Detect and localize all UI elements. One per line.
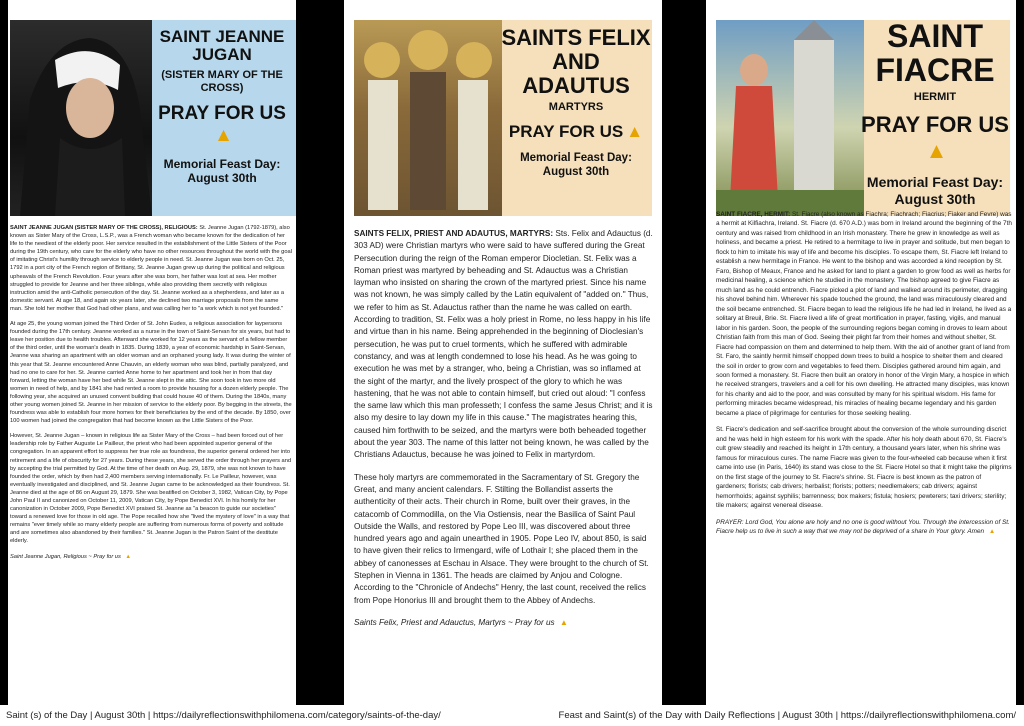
saint-biography: [354, 228, 654, 639]
paragraph: At age 25, the young woman joined the Third Order of St. John Eudes, a religious association for laypersons founded during the 17th century. Jeanne worked as a nurse in the town of Saint-Servan for six years, but had to leave her position due to health troubles. Afterward she worked for 12 years as the servant of a fellow member of the third order, until the woman's death in 1835. During 1839, a year of economic hardship in Saint-Servan, Jeanne was sharing an apartment with an older woman and an orphaned young lady. It was during the winter of this year that St. Jeanne encountered Anne Chauvin, an elderly woman who was blind, partially paralyzed, and had no one to care for her. St. Jeanne carried Anne home to her apartment and took her in from that day forward, letting the woman have her bed while St. Jeanne slept in the attic. She soon took in two more old women in need of help, and by 1841 she had rented a room to provide housing for a dozen elderly people. The following year, she acquired an unused convent building that could house 40 of them. During the 1840s, many other young women joined St. Jeanne in her mission of service to the elderly poor. By begging in the streets, the foundress was able to establish four more homes for their beneficiaries by the end of the decade. By 1850, over 100 women had joined the congregation that had become known as the Little Sisters of the Poor.: [10, 321, 292, 425]
saint-title: SAINT FIACRE: [875, 20, 995, 88]
panel-header: [716, 20, 1010, 216]
praying-hands-icon: ▲: [125, 553, 132, 560]
saint-portrait-image: [716, 20, 864, 216]
paragraph: SAINT FIACRE, HERMIT: St. Fiacre (also known as Fiachra; Fiachrach; Fiacrius; Fiaker and Fevre) was a hermit at Kilfiachra, Ireland. St. Fiacre (d. 670 A.D.) was born in Ireland around the beginning of the 7th century and was raised from childhood in an Irish monastery. There he grew in knowledge as well as holiness, and became a priest. He retired to a hermitage to live in prayer and solitude, but men began to flock to him to imitate his way of life and become his disciples. To escape them, St. Fiacre left Ireland to establish a new hermitage in France. He went to the bishop and was accorded a kind reception by St. Faro, Bishop of Meaux, France and he asked for land to plant a garden to grow food as well as herbs for medicinal healing, a science which he studied in the monastery. The bishop agreed to give Fiacre as much land as he could entrench. Fiacre picked a plot of land and walked around its perimeter, dragging his shovel behind him. Wherever his spade touched the ground, the land was miraculously cleared and the soil became entrenched. St. Fiacre began to lead the religious life he had led in Ireland, he lived as a solitary at Breuil, Brie. St. Fiacre lived a life of great mortification in prayer, fasting, vigils, and manual labor in his garden. Soon, the people of the surrounding regions began coming in droves to learn about Christian faith from this man of God. Seeing their plight far from their homes and without shelter, St. Fiacre had compassion on them and determined to help them. With the aid of another grant of land from St. Faro, the saintly hermit himself chopped down trees to build a hospice to shelter them and cleared the soil in order to grow corn and vegetables to feed them. Disciples gathered around him again, and soon formed a monastery. St. Fiacre then built an oratory in honor of the Virgin Mary, a hospice in which he received strangers, travelers and a cell for his own dwelling. He attracted many disciples, was known for his charity and aid to the poor, and was consulted by many for his spiritual wisdom. His fame for performing miracles became widespread, his miracles of healing became legendary and his garden became a place of pilgrimage for centuries for those seeking healing.: [716, 211, 1012, 417]
paragraph: St. Fiacre's dedication and self-sacrifice brought about the conversion of the whole surrounding discrict and he was held in high esteem for his work with the spade. After his holy death about 670, St. Fiacre's cult grew steadily and reached its height in 17th century, a thousand years later, when his shrine was famous for miraculous cures. The name Fiacre was given to the four-wheeled cab because when it first came into use (in Paris, 1640) its stand was close to the St. Fiacre Hotel so that it might take the pilgrims on the first stage of the journey to St. Fiacre's shrine. St. Fiacre is best known as the patron of gardeners; florists; cab drivers; herbalist; florists; potters; needlemakers; cab drivers; against hemorrhoids; against syphilis; barrenness; box makers; fistula; hosiers; pewterers; taxi drivers; sterility; tile makers; against venereal disease.: [716, 426, 1012, 510]
feast-day: Memorial Feast Day: August 30th: [520, 152, 632, 179]
feast-day: Memorial Feast Day: August 30th: [866, 174, 1004, 208]
panel-header: [10, 20, 296, 216]
praying-hands-icon: ▲: [559, 617, 568, 627]
saint-biography: [10, 224, 292, 568]
pray-for-us: PRAY FOR US ▲: [508, 122, 644, 142]
paragraph: These holy martyrs are commemorated in the Sacramentary of St. Gregory the Great, and many ancient calendars. F. Stilting the Bollandist asserts the authenticity of their acts. Their church in Rome, built over their graves, in the catacomb of Commodilla, on the Via Ostiensis, near the Basilica of Saint Paul Outside the Walls, and restored by Pope Leo III, was discovered about three hundred years ago and again unearthed in 1905. Pope Leo IV, about 850, is said to have given their relics to Irmengard, wife of Lothair I; she placed them in the abbey of canonesses at Eschau in Alsace. They were brought to the church of St. Stephen in Vienna in 1361. The heads are claimed by Anjou and Cologne. According to the "Chronicle of Andechs" Henry, the last count, received the relics from Pope Honorius III and brought them to the Abbey of Andechs.: [354, 472, 649, 605]
pray-for-us: PRAY FOR US▲: [158, 103, 286, 147]
closing-prayer: PRAYER: Lord God, You alone are holy and no one is good without You. Through the intercession of St. Fiacre help us to live in such a way that we may not be deprived of a share in Your glory. Amen ▲: [716, 518, 1010, 535]
saint-panel-felix-adautus: [344, 0, 662, 705]
praying-hands-icon: ▲: [925, 138, 948, 164]
header-text: [500, 20, 652, 216]
paragraph: However, St. Jeanne Jugan – known in religious life as Sister Mary of the Cross – had been forced out of her leadership role by Father Auguste Le Pailleur, the priest who had been appointed superior general of the congregation. In an apparent effort to suppress her true role as foundress, the superior general ordered her into retirement and a life of obscurity for 27 years. During these years, she served the order through her prayers and by accepting the trial permitted by God. At the time of her death on Aug. 29, 1879, she was not known to have founded the order, which by then had 2,400 members serving internationally. Fr. Le Pailleur, however, was eventually investigated and disciplined, and St. Jeanne Jugan came to be acknowledged as their foundress. St. Jeanne died at the age of 86 on August 29, 1879. She was beatified on October 3, 1982, Vatican City, by Pope John Paul II and canonized on October 11, 2009, Vatican City, by Pope Benedict XVI. In his homily for her canonization in October 2009, Pope Benedict XVI praised St. Jeanne as "a beacon to guide our societies" toward a renewed love for those in old age. The Pope recalled how she "lived the mystery of love" in a way that remains "ever timely while so many elderly people are suffering from numerous forms of poverty and solitude and are sometimes also abandoned by their families." St. Jeanne Jugan is the Patron Saint of the destitute elderly.: [10, 433, 292, 545]
saint-title: SAINT JEANNE JUGAN: [159, 27, 285, 65]
paragraph: SAINT JEANNE JUGAN (SISTER MARY OF THE CROSS), RELIGIOUS: St. Jeanne Jugan (1792-1879), also known as Sister Mary of the Cross, L.S.P., was a French woman who became known for the dedication of her life to the neediest of the elderly poor. Her service resulted in the establishment of the Little Sisters of the Poor during the 19th century, who care for the elderly who have no other resources throughout the world with the goal of imitating Christ's humility through service to elderly people in need. St. Jeanne Jugan was born on Oct. 25, 1792 in a port city of the French region of Brittany, St. Jeanne Jugan grew up during the political and religious upheavals of the French Revolution. Four years after she was born, her father was lost at sea. Her mother struggled to provide for Jeanne and her three siblings, while also providing them secretly with religious instruction amid the anti-Catholic persecution of the day. St. Jeanne worked as a shepherdess, and later as a domestic servant. At age 18, and again six years later, she declined two marriage proposals from the same man. She told her mother that God had other plans, and was calling her to "a work which is not yet founded.": [10, 225, 292, 312]
saint-portrait-image: [10, 20, 152, 216]
footer-right-link[interactable]: Feast and Saint(s) of the Day with Daily Reflections | August 30th | https://dailyreflectionswithphilomena.com/: [558, 710, 1016, 721]
praying-hands-icon: ▲: [626, 122, 644, 142]
header-text: [860, 20, 1010, 216]
right-border: [1016, 0, 1024, 705]
footer-left-link[interactable]: Saint (s) of the Day | August 30th | https://dailyreflectionswithphilomena.com/category/saints-of-the-day/: [6, 710, 441, 721]
divider-bar: [296, 0, 344, 705]
panel-header: [354, 20, 652, 216]
lead-heading: SAINT FIACRE, HERMIT:: [716, 211, 791, 218]
divider-bar: [662, 0, 706, 705]
closing-prayer: Saints Felix, Priest and Adauctus, Martyrs ~ Pray for us ▲: [354, 617, 654, 629]
saint-subtitle: HERMIT: [913, 91, 957, 104]
lead-heading: SAINT JEANNE JUGAN (SISTER MARY OF THE CROSS), RELIGIOUS:: [10, 225, 198, 231]
saint-subtitle: (SISTER MARY OF THE CROSS): [161, 68, 283, 94]
saint-subtitle: MARTYRS: [548, 101, 604, 114]
saint-biography: [716, 210, 1012, 543]
praying-hands-icon: ▲: [214, 125, 233, 147]
feast-day: Memorial Feast Day: August 30th: [163, 157, 281, 186]
page-footer: [0, 705, 1024, 726]
saint-panel-fiacre: [706, 0, 1016, 705]
paragraph: SAINTS FELIX, PRIEST AND ADAUTUS, MARTYRS: Sts. Felix and Adauctus (d. 303 AD) were Christian martyrs who were said to have suffered during the Great Persecution during the reign of the Roman emperor Diocletian. St. Felix was a Roman priest was martyred by beheading and St. Adauctus was a Christian layman who insisted on sharing the crown of the martyred priest. Since his name was not known, he was simply called by the Latin equivalent of "added on." Thus, we refer to him as St. Adauctus rather than the name he was called on earth. According to tradition, St. Felix was a holy priest in Rome, no less happy in his life and virtue than in his name. Being apprehended in the beginning of Dioclesian's persecution, he was put to cruel torments, which he suffered with admirable constancy, and was at length condemned to lose his head. As he was going to execution he was met by a stranger, who, being a Christian, was so inflamed at the sight of the martyr, and the lively prospect of the glory to which he was hastening, that he was not able to contain himself, but cried out aloud: "I confess the same law which this man professeth; I confess the same Jesus Christ; and it is also my desire to lay down my life in this cause." The magistrates hearing this, caused him forthwith to be seized, and the martyrs were both beheaded together about the year 303. The name of this latter not being known, he was called by the Christians Adauctus, because he was joined to Felix in martyrdom.: [354, 229, 653, 460]
header-text: [148, 20, 296, 216]
saint-panel-jeanne-jugan: [8, 0, 296, 705]
praying-hands-icon: ▲: [988, 528, 996, 535]
lead-heading: SAINTS FELIX, PRIEST AND ADAUTUS, MARTYRS:: [354, 229, 554, 238]
closing-prayer: Saint Jeanne Jugan, Religious ~ Pray for us ▲: [10, 553, 132, 560]
left-border: [0, 0, 8, 705]
saint-portrait-image: [354, 20, 502, 216]
saint-title: SAINTS FELIX AND ADAUTUS: [501, 25, 651, 98]
pray-for-us: PRAY FOR US▲: [861, 112, 1009, 164]
